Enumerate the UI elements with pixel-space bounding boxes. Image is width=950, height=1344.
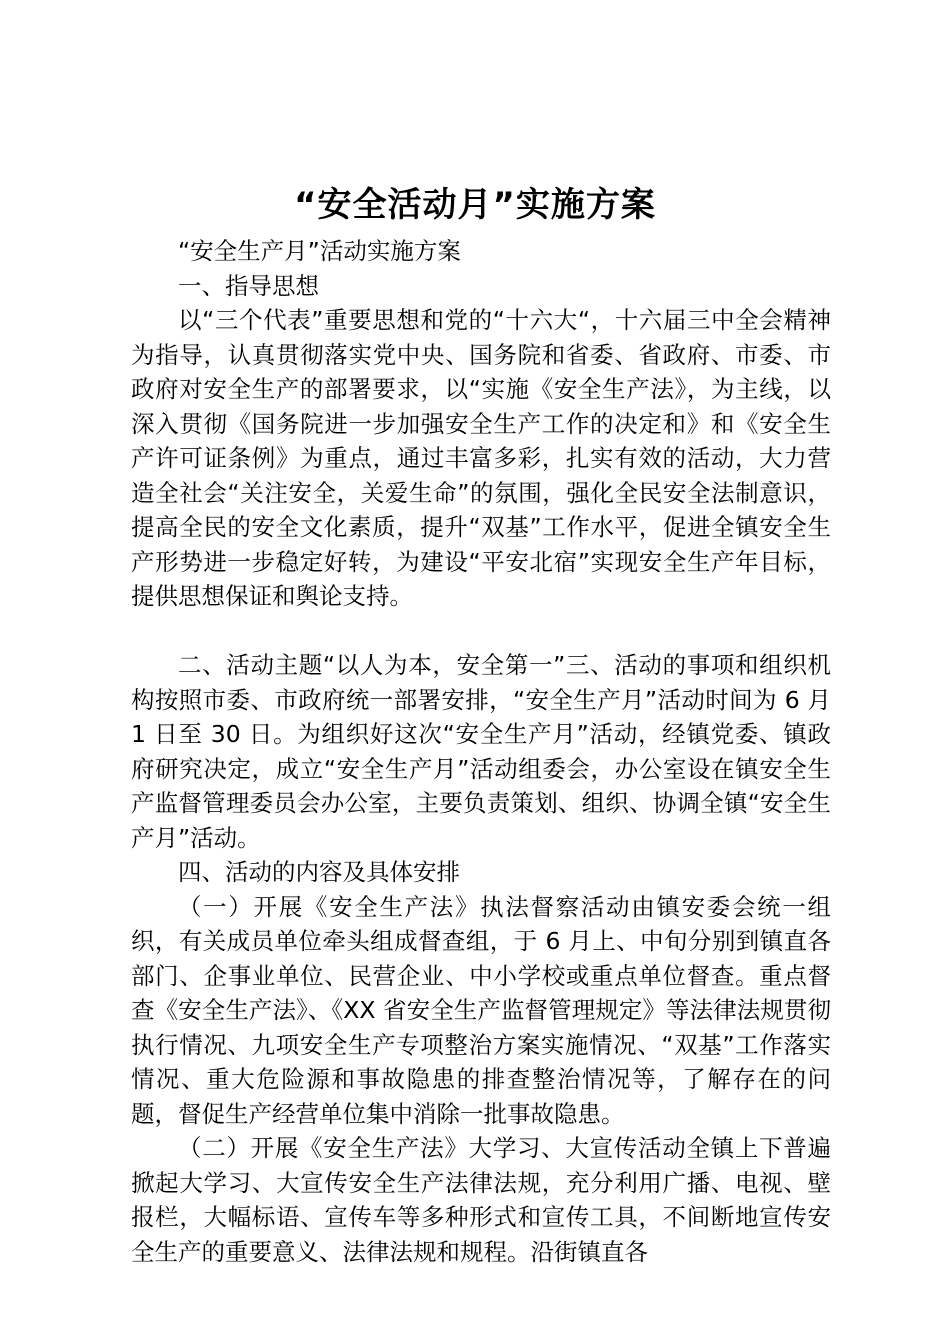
paragraph-theme-and-organization: 二、活动主题“以人为本，安全第一”三、活动的事项和组织机构按照市委、市政府统一部署安排，“安全生产月”活动时间为 6 月 1 日至 30 日。为组织好这次“安全生产月”活动，经镇党委、镇政府研究决定，成立“安全生产月”活动组委会，办公室设在镇安全生产监督管理委员会办公室，主要负责策划、组织、协调全镇“安全生产月”活动。 [131,651,831,852]
paragraph-heading-content: 四、活动的内容及具体安排 [178,858,460,886]
paragraph-item-2: （二）开展《安全生产法》大学习、大宣传活动全镇上下普遍掀起大学习、大宣传安全生产法律法规，充分利用广播、电视、壁报栏，大幅标语、宣传车等多种形式和宣传工具，不间断地宣传安全生产的重要意义、法律法规和规程。沿街镇直各 [131,1134,831,1266]
paragraph-guiding-thought: 以“三个代表”重要思想和党的“十六大“，十六届三中全会精神为指导，认真贯彻落实党中央、国务院和省委、省政府、市委、市政府对安全生产的部署要求，以“实施《安全生产法》，为主线，以深入贯彻《国务院进一步加强安全生产工作的决定和》和《安全生产许可证条例》为重点，通过丰富多彩，扎实有效的活动，大力营造全社会“关注安全，关爱生命”的氛围，强化全民安全法制意识，提高全民的安全文化素质，提升“双基”工作水平，促进全镇安全生产形势进一步稳定好转，为建设“平安北宿”实现安全生产年目标，提供思想保证和舆论支持。 [131,306,831,610]
paragraph-heading-guiding-thought: 一、指导思想 [178,271,319,300]
paragraph-subtitle: “安全生产月”活动实施方案 [178,237,461,265]
document-title: “安全活动月”实施方案 [294,185,656,225]
document-body [131,234,831,1269]
paragraph-item-1: （一）开展《安全生产法》执法督察活动由镇安委会统一组织，有关成员单位牵头组成督查组，于 6 月上、中旬分别到镇直各部门、企事业单位、民营企业、中小学校或重点单位督查。重点督查《安全生产法》、《XX 省安全生产监督管理规定》等法律法规贯彻执行情况、九项安全生产专项整治方案实施情况、“双基”工作落实情况、重大危险源和事故隐患的排查整治情况等，了解存在的问题，督促生产经营单位集中消除一批事故隐患。 [131,892,831,1128]
